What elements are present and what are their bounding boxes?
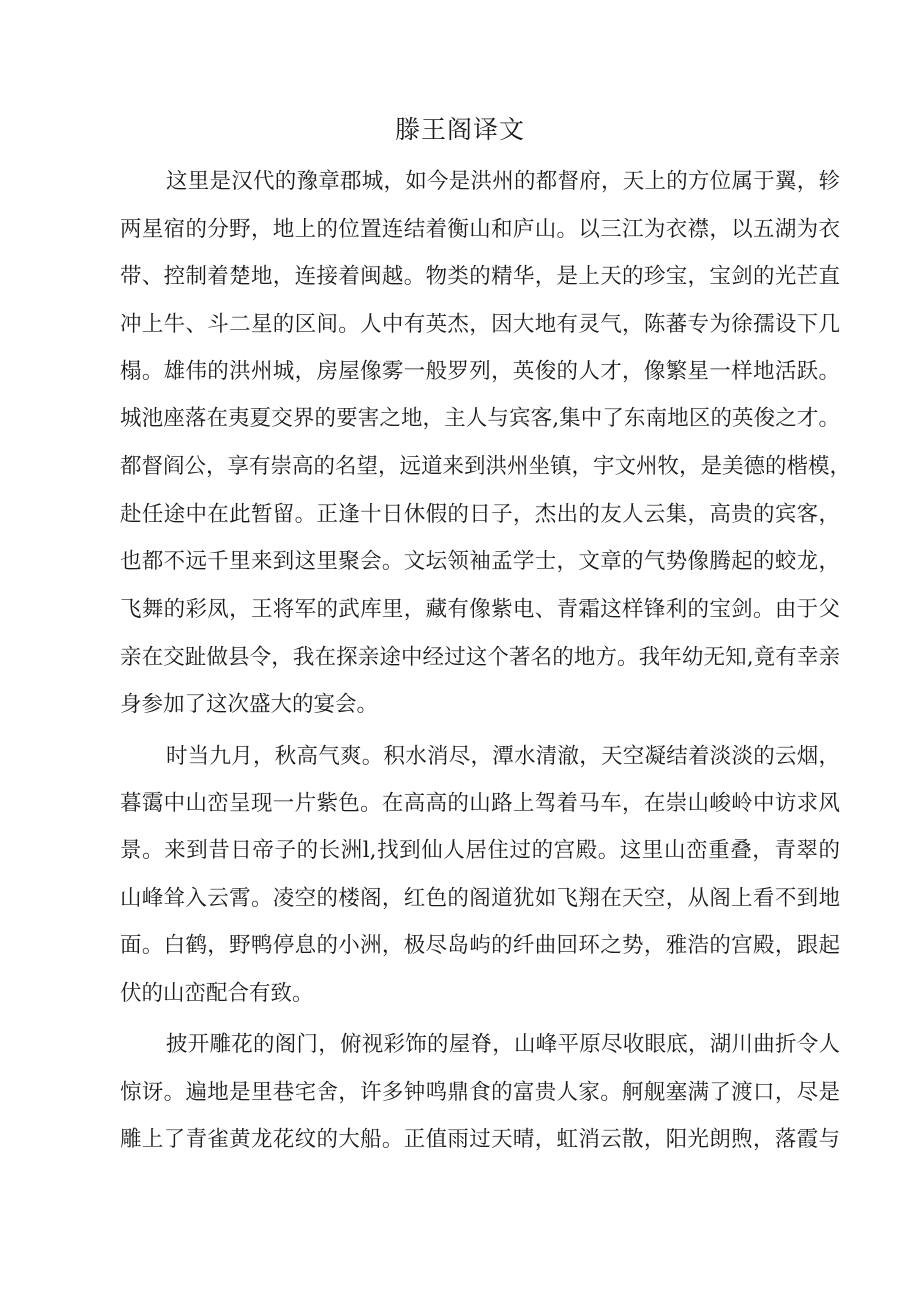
paragraph-3-line-2: 惊讶。遍地是里巷宅舍，许多钟鸣鼎食的富贵人家。舸舰塞满了渡口，尽是 xyxy=(120,1080,840,1105)
paragraph-2-line-1: 时当九月，秋高气爽。积水消尽，潭水清澈，天空凝结着淡淡的云烟， xyxy=(166,744,840,769)
paragraph-2-line-3: 景。来到昔日帝子的长洲l,找到仙人居住过的宫殿。这里山峦重叠，青翠的 xyxy=(120,838,840,863)
paragraph-2-line-4: 山峰耸入云霄。凌空的楼阁，红色的阁道犹如飞翔在天空，从阁上看不到地 xyxy=(120,886,840,911)
paragraph-1-line-12: 身参加了这次盛大的宴会。 xyxy=(120,692,379,717)
paragraph-1-line-7: 都督阎公，享有崇高的名望，远道来到洪州坐镇，宇文州牧，是美德的楷模， xyxy=(120,454,852,479)
paragraph-3-line-3: 雕上了青雀黄龙花纹的大船。正值雨过天晴，虹消云散，阳光朗煦，落霞与 xyxy=(120,1127,840,1152)
paragraph-2-line-6: 伏的山峦配合有致。 xyxy=(120,981,314,1006)
paragraph-1-line-8: 赴任途中在此暂留。正逢十日休假的日子，杰出的友人云集，高贵的宾客， xyxy=(120,502,840,527)
paragraph-1-line-3: 带、控制着楚地，连接着闽越。物类的精华，是上天的珍宝，宝剑的光芒直 xyxy=(120,264,840,289)
paragraph-2-line-5: 面。白鹤，野鸭停息的小洲，极尽岛屿的纤曲回环之势，雅浩的宫殿，跟起 xyxy=(120,933,840,958)
paragraph-1-line-9: 也都不远千里来到这里聚会。文坛领袖孟学士，文章的气势像腾起的蛟龙， xyxy=(120,549,840,574)
paragraph-1-line-4: 冲上牛、斗二星的区间。人中有英杰，因大地有灵气，陈蕃专为徐孺设下几 xyxy=(120,312,840,337)
paragraph-3-line-1: 披开雕花的阁门，俯视彩饰的屋脊，山峰平原尽收眼底，湖川曲折令人 xyxy=(166,1032,840,1057)
paragraph-2-line-2: 暮霭中山峦呈现一片紫色。在高高的山路上驾着马车，在崇山峻岭中访求风 xyxy=(120,791,840,816)
paragraph-1-line-10: 飞舞的彩凤，王将军的武库里，藏有像紫电、青霜这样锋利的宝剑。由于父 xyxy=(120,597,840,622)
paragraph-1-line-11: 亲在交趾做县令，我在探亲途中经过这个著名的地方。我年幼无知,竟有幸亲 xyxy=(120,645,840,670)
paragraph-1-line-1: 这里是汉代的豫章郡城，如今是洪州的都督府，天上的方位属于翼，轸 xyxy=(166,169,840,194)
paragraph-1-line-6: 城池座落在夷夏交界的要害之地，主人与宾客,集中了东南地区的英俊之才。 xyxy=(120,406,840,431)
document-title: 滕王阁译文 xyxy=(394,115,525,144)
paragraph-1-line-5: 榻。雄伟的洪州城，房屋像雾一般罗列，英俊的人才，像繁星一样地活跃。 xyxy=(120,359,840,384)
paragraph-1-line-2: 两星宿的分野，地上的位置连结着衡山和庐山。以三江为衣襟，以五湖为衣 xyxy=(120,217,840,242)
